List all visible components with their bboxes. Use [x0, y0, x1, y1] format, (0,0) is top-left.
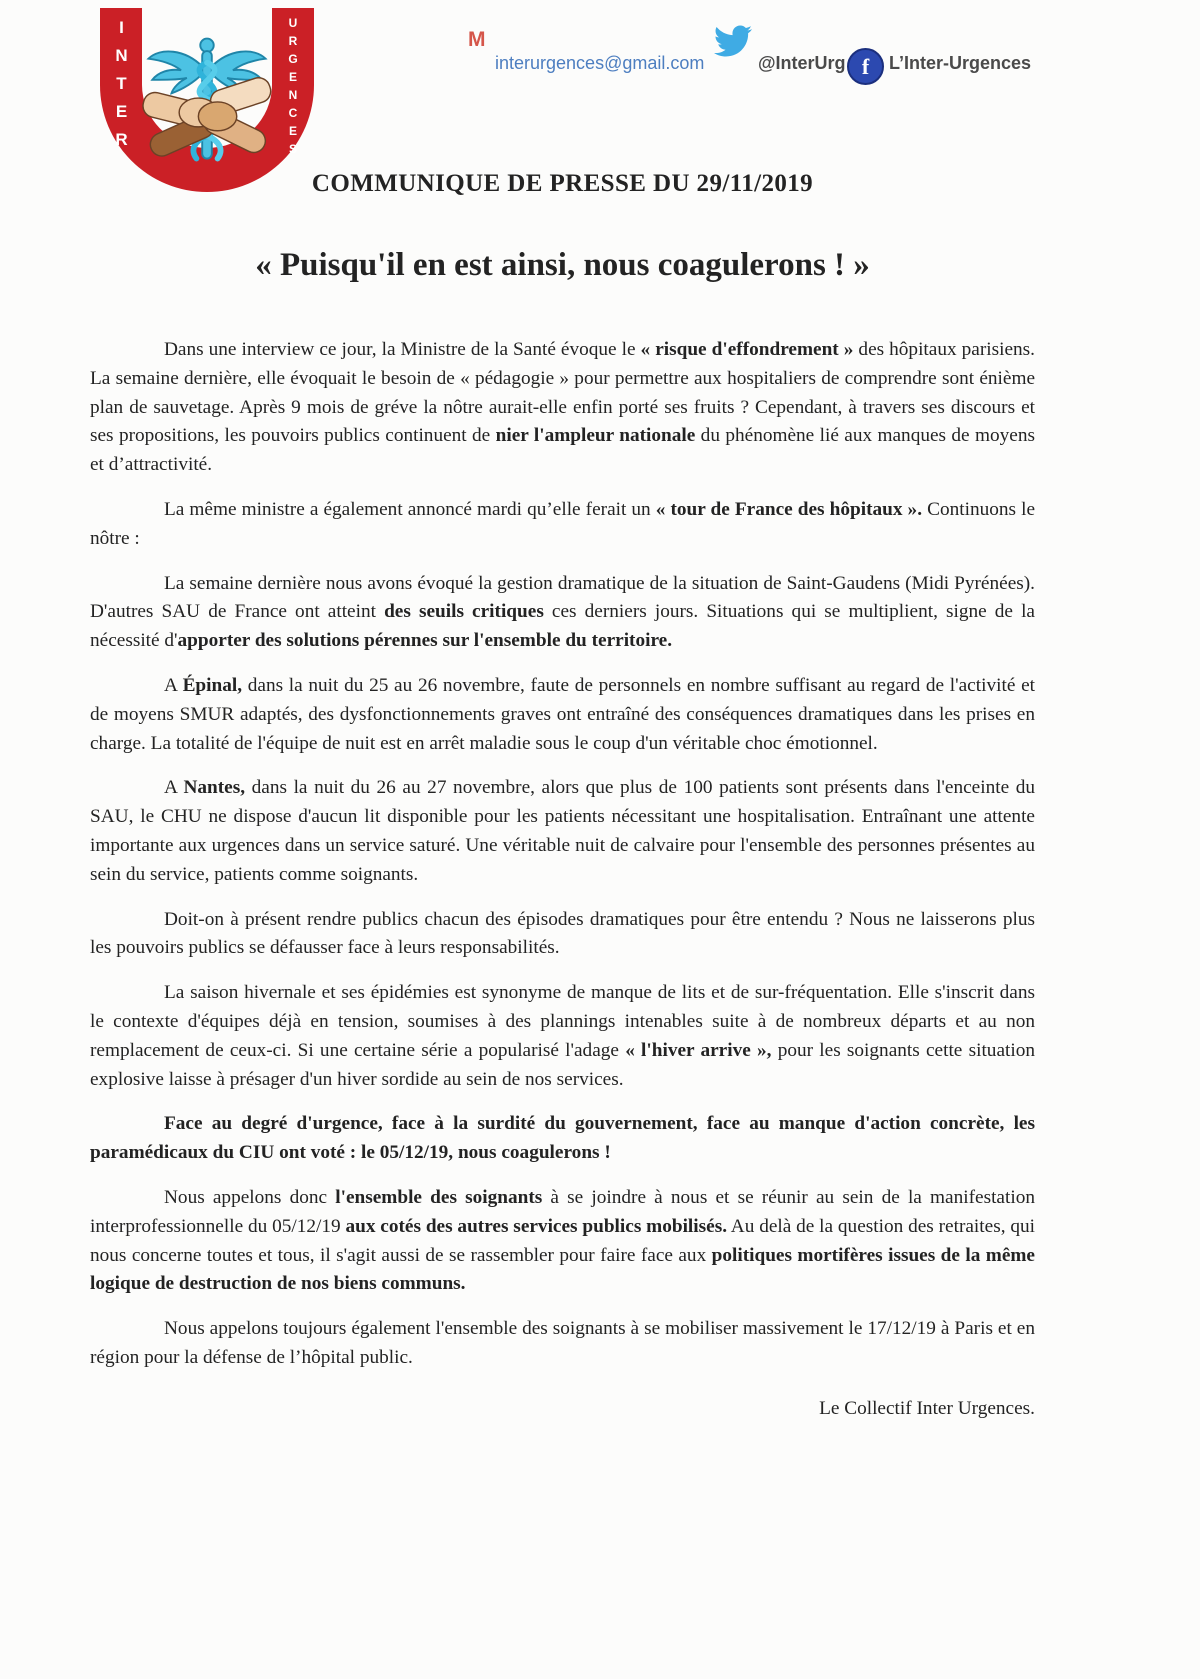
left-wing-icon	[148, 51, 202, 93]
document-body	[90, 336, 1035, 1440]
caduceus-knob	[200, 39, 213, 52]
facebook-page-name: L’Inter-Urgences	[889, 53, 1032, 73]
press-release-title: COMMUNIQUE DE PRESSE DU 29/11/2019	[311, 170, 814, 197]
header-contacts	[455, 20, 1055, 90]
paragraph-1: Dans une interview ce jour, la Ministre de la Santé évoque le « risque d'effondrement » des hôpitaux parisiens. La semaine dernière, elle évoquait le besoin de « pédagogie » pour permettre aux hospitaliers de comprendre sont énième plan de sauvetage. Après 9 mois de gréve la nôtre aurait-elle enfin porté ses fruits ? Cependant, à travers ses discours et ses propositions, les pouvoirs publics continuent de nier l'ampleur nationale du phénomène lié aux manques de moyens et d’attractivité.	[90, 339, 1035, 476]
logo-left-text: INTER	[112, 18, 131, 158]
paragraph-7: La saison hivernale et ses épidémies est synonyme de manque de lits et de sur-fréquentation. Elle s'inscrit dans le contexte d'équipes déjà en tension, soumises à des plannings intenables suite à de nombreux départs et au non remplacement de ceux-ci. Si une certaine série a popularisé l'adage « l'hiver arrive », pour les soignants cette situation explosive laisse à présager d'un hiver sordide au sein de nos services.	[90, 982, 1036, 1090]
paragraph-8: Face au degré d'urgence, face à la surdité du gouvernement, face au manque d'action concrète, les paramédicaux du CIU ont voté : le 05/12/19, nous coagulerons !	[90, 1113, 1035, 1164]
headline: « Puisqu'il en est ainsi, nous coagulerons ! »	[255, 247, 870, 283]
paragraph-6: Doit-on à présent rendre publics chacun des épisodes dramatiques pour être entendu ? Nous ne laisserons plus les pouvoirs publics se défausser face à leurs responsabilités.	[90, 908, 1035, 959]
caduceus-hands-emblem	[134, 28, 280, 172]
paragraph-9: Nous appelons donc l'ensemble des soignants à se joindre à nous et se réunir au sein de la manifestation interprofessionnelle du 05/12/19 aux cotés des autres services publics mobilisés. Au delà de la question des retraites, qui nous concerne toutes et tous, il s'agit aussi de se rassembler pour faire face aux politiques mortifères issues de la même logique de destruction de nos biens communs.	[90, 1186, 1035, 1295]
gmail-icon: M	[468, 28, 486, 51]
paragraph-4: A Épinal, dans la nuit du 25 au 26 novembre, faute de personnels en nombre suffisant au regard de l'activité et de moyens SMUR adaptés, des dysfonctionnements graves ont entraîné des conséquences dramatiques dans les prises en charge. La totalité de l'équipe de nuit est en arrêt maladie sous le coup d'un véritable choc émotionnel.	[90, 674, 1035, 754]
paragraph-3: La semaine dernière nous avons évoqué la gestion dramatique de la situation de Saint-Gaudens (Midi Pyrénées). D'autres SAU de France ont atteint des seuils critiques ces derniers jours. Situations qui se multiplient, signe de la nécessité d'apporter des solutions pérennes sur l'ensemble du territoire.	[90, 572, 1035, 652]
facebook-icon: f	[847, 48, 884, 85]
twitter-handle: @InterUrg	[758, 53, 846, 73]
signature: Le Collectif Inter Urgences.	[819, 1397, 1035, 1419]
twitter-icon	[713, 22, 753, 60]
logo-right-text: URGENCES	[286, 16, 300, 160]
paragraph-2: La même ministre a également annoncé mardi qu’elle ferait un « tour de France des hôpitaux ». Continuons le nôtre :	[90, 498, 1035, 549]
paragraph-5: A Nantes, dans la nuit du 26 au 27 novembre, alors que plus de 100 patients sont présents dans l'enceinte du SAU, le CHU ne dispose d'aucun lit disponible pour les patients nécessitant une hospitalisation. Entraînant une attente importante aux urgences dans un service saturé. Une véritable nuit de calvaire pour l'ensemble des personnes présentes au sein du service, patients comme soignants.	[90, 777, 1035, 885]
email-link[interactable]: interurgences@gmail.com	[495, 53, 705, 73]
paragraph-10: Nous appelons toujours également l'ensemble des soignants à se mobiliser massivement le 17/12/19 à Paris et en région pour la défense de l’hôpital public.	[90, 1318, 1035, 1368]
